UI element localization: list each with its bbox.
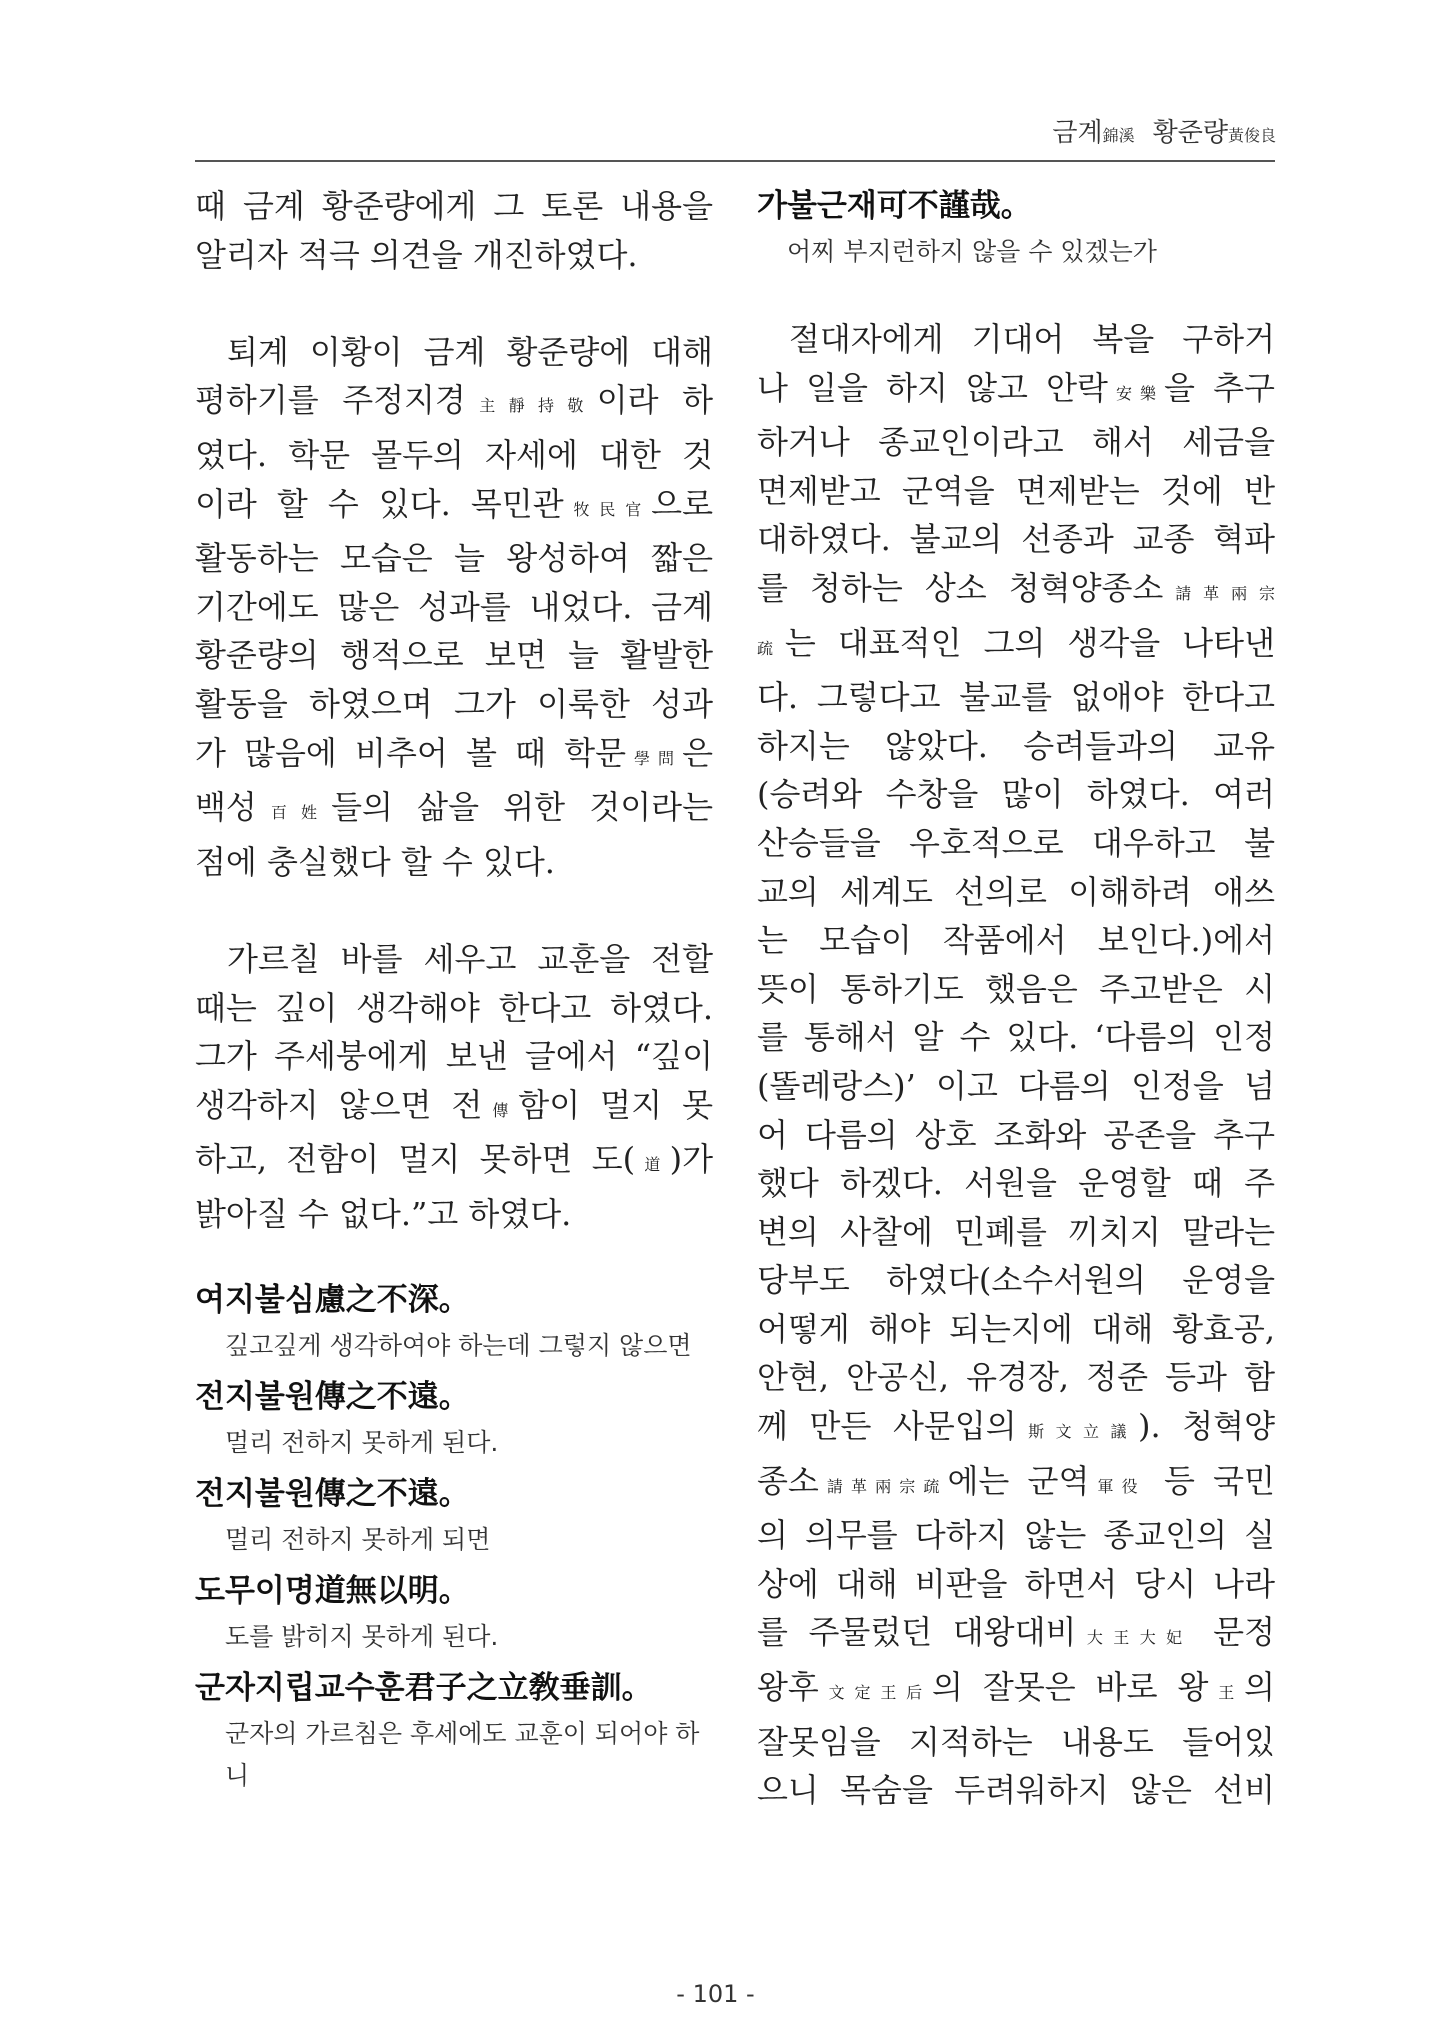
- text-line: [757, 1256, 1275, 1305]
- text-line: [757, 722, 1275, 771]
- text-segment: 함이 멀지 못: [518, 1085, 713, 1124]
- text-line: [757, 1062, 1275, 1111]
- text-line: [195, 783, 713, 838]
- header-title-2-hanja: 黃俊良: [1227, 126, 1276, 145]
- text-segment: 종소: [757, 1461, 819, 1500]
- text-segment: 하고, 전함이 멀지 못하면 도(: [195, 1140, 636, 1179]
- quote-head: 전지불원傳之不遠。: [195, 1379, 470, 1416]
- text-line: [195, 631, 713, 680]
- text-segment: 당부도 하였다(소수서원의 운영을: [757, 1261, 1275, 1300]
- text-segment: 했다 하겠다. 서원을 운영할 때 주: [757, 1164, 1275, 1203]
- text-line: [757, 1560, 1275, 1609]
- text-segment: 하거나 종교인이라고 해서 세금을: [757, 423, 1275, 462]
- quote-head: 군자지립교수훈君子之立敎垂訓。: [195, 1670, 653, 1707]
- text-segment: 를 청하는 상소 청혁양종소: [757, 568, 1164, 607]
- hanja-gloss: 王: [1208, 1683, 1245, 1703]
- text-segment: 때는 깊이 생각해야 한다고 하였다.: [195, 988, 713, 1027]
- body-paragraph: [757, 315, 1275, 1815]
- text-line: [757, 364, 1275, 419]
- text-line: [757, 515, 1275, 564]
- text-segment: 뜻이 통하기도 했음은 주고받은 시: [757, 969, 1275, 1008]
- text-line: [757, 1457, 1275, 1512]
- text-segment: 를 주물렀던 대왕대비: [757, 1613, 1077, 1652]
- text-segment: 의 잘못은 바로 왕: [932, 1668, 1209, 1707]
- text-segment: 이라 할 수 있다. 목민관: [195, 484, 564, 523]
- text-segment: 가르칠 바를 세우고 교훈을 전할: [227, 939, 713, 978]
- text-segment: 들의 삶을 위한 것이라는: [331, 788, 713, 827]
- hanja-gloss: 道: [635, 1155, 670, 1175]
- text-segment: 으로: [651, 484, 713, 523]
- text-segment: 으니 목숨을 두려워하지 않은 선비: [757, 1771, 1275, 1810]
- text-line: [757, 1111, 1275, 1160]
- text-segment: 왕후: [757, 1668, 819, 1707]
- running-header: [0, 112, 1276, 149]
- text-segment: 면제받고 군역을 면제받는 것에 반: [757, 471, 1275, 510]
- text-segment: 을 추구: [1164, 368, 1275, 407]
- text-line: [757, 1305, 1275, 1354]
- hanja-gloss: 百姓: [256, 803, 332, 823]
- text-line: [195, 376, 713, 431]
- text-segment: 다. 그렇다고 불교를 없애야 한다고: [757, 678, 1275, 717]
- text-line: [195, 1190, 713, 1239]
- text-line: [195, 1032, 713, 1081]
- text-line: [195, 534, 713, 583]
- text-line: [757, 1766, 1275, 1815]
- text-segment: 하지는 않았다. 승려들과의 교유: [757, 726, 1275, 765]
- text-segment: 알리자 적극 의견을 개진하였다.: [195, 235, 638, 274]
- text-segment: 안현, 안공신, 유경장, 정준 등과 함: [757, 1358, 1275, 1397]
- text-segment: 어 다름의 상호 조화와 공존을 추구: [757, 1115, 1275, 1154]
- quote-translation: 어찌 부지런하지 않을 수 있겠는가: [787, 237, 1157, 266]
- text-line: [757, 315, 1275, 364]
- text-segment: 백성: [195, 788, 257, 827]
- text-segment: 는 모습이 작품에서 보인다.)에서: [757, 921, 1275, 960]
- quote-translation: 멀리 전하지 못하게 된다.: [225, 1428, 499, 1458]
- text-line: [195, 838, 713, 887]
- paragraph-1: [195, 182, 713, 279]
- text-segment: 를 통해서 알 수 있다. ‘다름의 인정: [757, 1018, 1275, 1057]
- text-line: [195, 231, 713, 280]
- header-rule: [195, 160, 1275, 162]
- text-line: [195, 182, 713, 231]
- quote-list: [195, 1276, 713, 1797]
- text-line: [195, 935, 713, 984]
- text-segment: 의: [1244, 1668, 1275, 1707]
- text-segment: 상에 대해 비판을 하면서 당시 나라: [757, 1564, 1275, 1603]
- text-line: [757, 673, 1275, 722]
- text-segment: 였다. 학문 몰두의 자세에 대한 것: [195, 435, 713, 474]
- hanja-gloss: 文定王后: [818, 1683, 932, 1703]
- hanja-gloss: 斯文立議: [1016, 1422, 1138, 1442]
- text-segment: (똘레랑스)’ 이고 다름의 인정을 넘: [757, 1066, 1275, 1105]
- quote-head: 여지불심慮之不深。: [195, 1282, 470, 1319]
- text-segment: 황준량의 행적으로 보면 늘 활발한: [195, 636, 713, 675]
- text-line: [195, 680, 713, 729]
- text-line: [757, 418, 1275, 467]
- hanja-gloss: 學問: [626, 748, 683, 768]
- text-line: [757, 467, 1275, 516]
- text-segment: 변의 사찰에 민폐를 끼치지 말라는: [757, 1212, 1275, 1251]
- text-segment: 교의 세계도 선의로 이해하려 애쓰: [757, 872, 1275, 911]
- text-line: [195, 480, 713, 535]
- text-segment: 절대자에게 기대어 복을 구하거: [789, 320, 1275, 358]
- text-segment: 평하기를 주정지경: [195, 381, 466, 420]
- text-segment: 는 대표적인 그의 생각을 나타낸: [784, 623, 1275, 662]
- text-segment: 등 국민: [1145, 1461, 1275, 1500]
- right-column: [757, 182, 1275, 1815]
- quote-translation: 멀리 전하지 못하게 되면: [225, 1525, 491, 1555]
- text-line: [757, 1608, 1275, 1663]
- text-segment: 나 일을 하지 않고 안락: [757, 368, 1108, 407]
- hanja-gloss: 疏: [757, 638, 785, 658]
- text-line: [195, 729, 713, 784]
- quote-head: 전지불원傳之不遠。: [195, 1476, 470, 1513]
- text-line: [195, 984, 713, 1033]
- hanja-gloss: 大王大妃: [1076, 1628, 1193, 1648]
- text-line: [757, 868, 1275, 917]
- text-segment: 께 만든 사문입의: [757, 1407, 1017, 1446]
- text-segment: 밝아질 수 없다.”고 하였다.: [195, 1194, 572, 1233]
- text-line: [757, 1013, 1275, 1062]
- text-segment: 기간에도 많은 성과를 내었다. 금계: [195, 587, 713, 626]
- text-segment: 때 금계 황준량에게 그 토론 내용을: [195, 187, 713, 225]
- text-segment: 어떻게 해야 되는지에 대해 황효공,: [757, 1309, 1275, 1348]
- text-line: [195, 328, 713, 377]
- text-segment: 문정: [1192, 1613, 1275, 1652]
- text-segment: 이라 하: [596, 381, 713, 420]
- text-segment: 활동하는 모습은 늘 왕성하여 짧은: [195, 539, 713, 578]
- text-segment: 에는 군역: [947, 1461, 1090, 1500]
- text-segment: 은: [682, 733, 713, 772]
- text-segment: 퇴계 이황이 금계 황준량에 대해: [227, 332, 713, 371]
- text-segment: (승려와 수창을 많이 하였다. 여러: [757, 775, 1275, 814]
- quote-translation: 군자의 가르침은 후세에도 교훈이 되어야 하니: [225, 1719, 700, 1791]
- hanja-gloss: 請革兩宗疏: [818, 1476, 948, 1496]
- text-segment: 점에 충실했다 할 수 있다.: [195, 842, 555, 881]
- text-line: [757, 819, 1275, 868]
- text-segment: 산승들을 우호적으로 대우하고 불: [757, 823, 1275, 862]
- text-line: [757, 1663, 1275, 1718]
- text-line: [195, 1135, 713, 1190]
- text-line: [757, 619, 1275, 674]
- hanja-gloss: 牧民官: [563, 499, 652, 519]
- text-segment: 의 의무를 다하지 않는 종교인의 실: [757, 1516, 1275, 1555]
- quote-head: 도무이명道無以明。: [195, 1573, 470, 1610]
- hanja-gloss: 請革兩宗: [1163, 583, 1275, 603]
- hanja-gloss: 傳: [482, 1100, 519, 1120]
- text-line: [757, 916, 1275, 965]
- header-title-1-hanja: 錦溪: [1102, 126, 1135, 145]
- text-segment: 생각하지 않으면 전: [195, 1085, 483, 1124]
- page-number: - 101 -: [676, 1980, 755, 2008]
- text-segment: 잘못임을 지적하는 내용도 들어있: [757, 1722, 1275, 1761]
- text-line: [757, 1511, 1275, 1560]
- hanja-gloss: 軍役: [1089, 1476, 1146, 1496]
- quote-translation: 깊고깊게 생각하여야 하는데 그렇지 않으면: [225, 1331, 692, 1361]
- text-line: [757, 1718, 1275, 1767]
- text-line: [757, 965, 1275, 1014]
- text-line: [757, 1402, 1275, 1457]
- text-line: [757, 564, 1275, 619]
- text-line: [195, 1081, 713, 1136]
- left-column: [195, 182, 713, 1803]
- text-line: [195, 431, 713, 480]
- header-title-2: 황준량: [1152, 118, 1228, 148]
- quote-translation: 도를 밝히지 못하게 된다.: [225, 1622, 499, 1652]
- text-line: [757, 770, 1275, 819]
- text-segment: 활동을 하였으며 그가 이룩한 성과: [195, 684, 713, 723]
- text-line: [757, 1353, 1275, 1402]
- text-segment: 대하였다. 불교의 선종과 교종 혁파: [757, 520, 1275, 559]
- quote-head: 가불근재可不謹哉。: [757, 188, 1032, 224]
- text-segment: ). 청혁양: [1137, 1407, 1275, 1446]
- text-segment: 그가 주세붕에게 보낸 글에서 “깊이: [195, 1037, 713, 1076]
- text-segment: 가 많음에 비추어 볼 때 학문: [195, 733, 626, 772]
- text-line: [757, 1208, 1275, 1257]
- paragraph-3: [195, 935, 713, 1239]
- text-segment: )가: [669, 1140, 713, 1179]
- text-line: [195, 583, 713, 632]
- hanja-gloss: 安樂: [1107, 383, 1165, 403]
- header-title-1: 금계: [1052, 118, 1103, 148]
- paragraph-2: [195, 328, 713, 887]
- text-line: [757, 1159, 1275, 1208]
- hanja-gloss: 主靜持敬: [465, 396, 597, 416]
